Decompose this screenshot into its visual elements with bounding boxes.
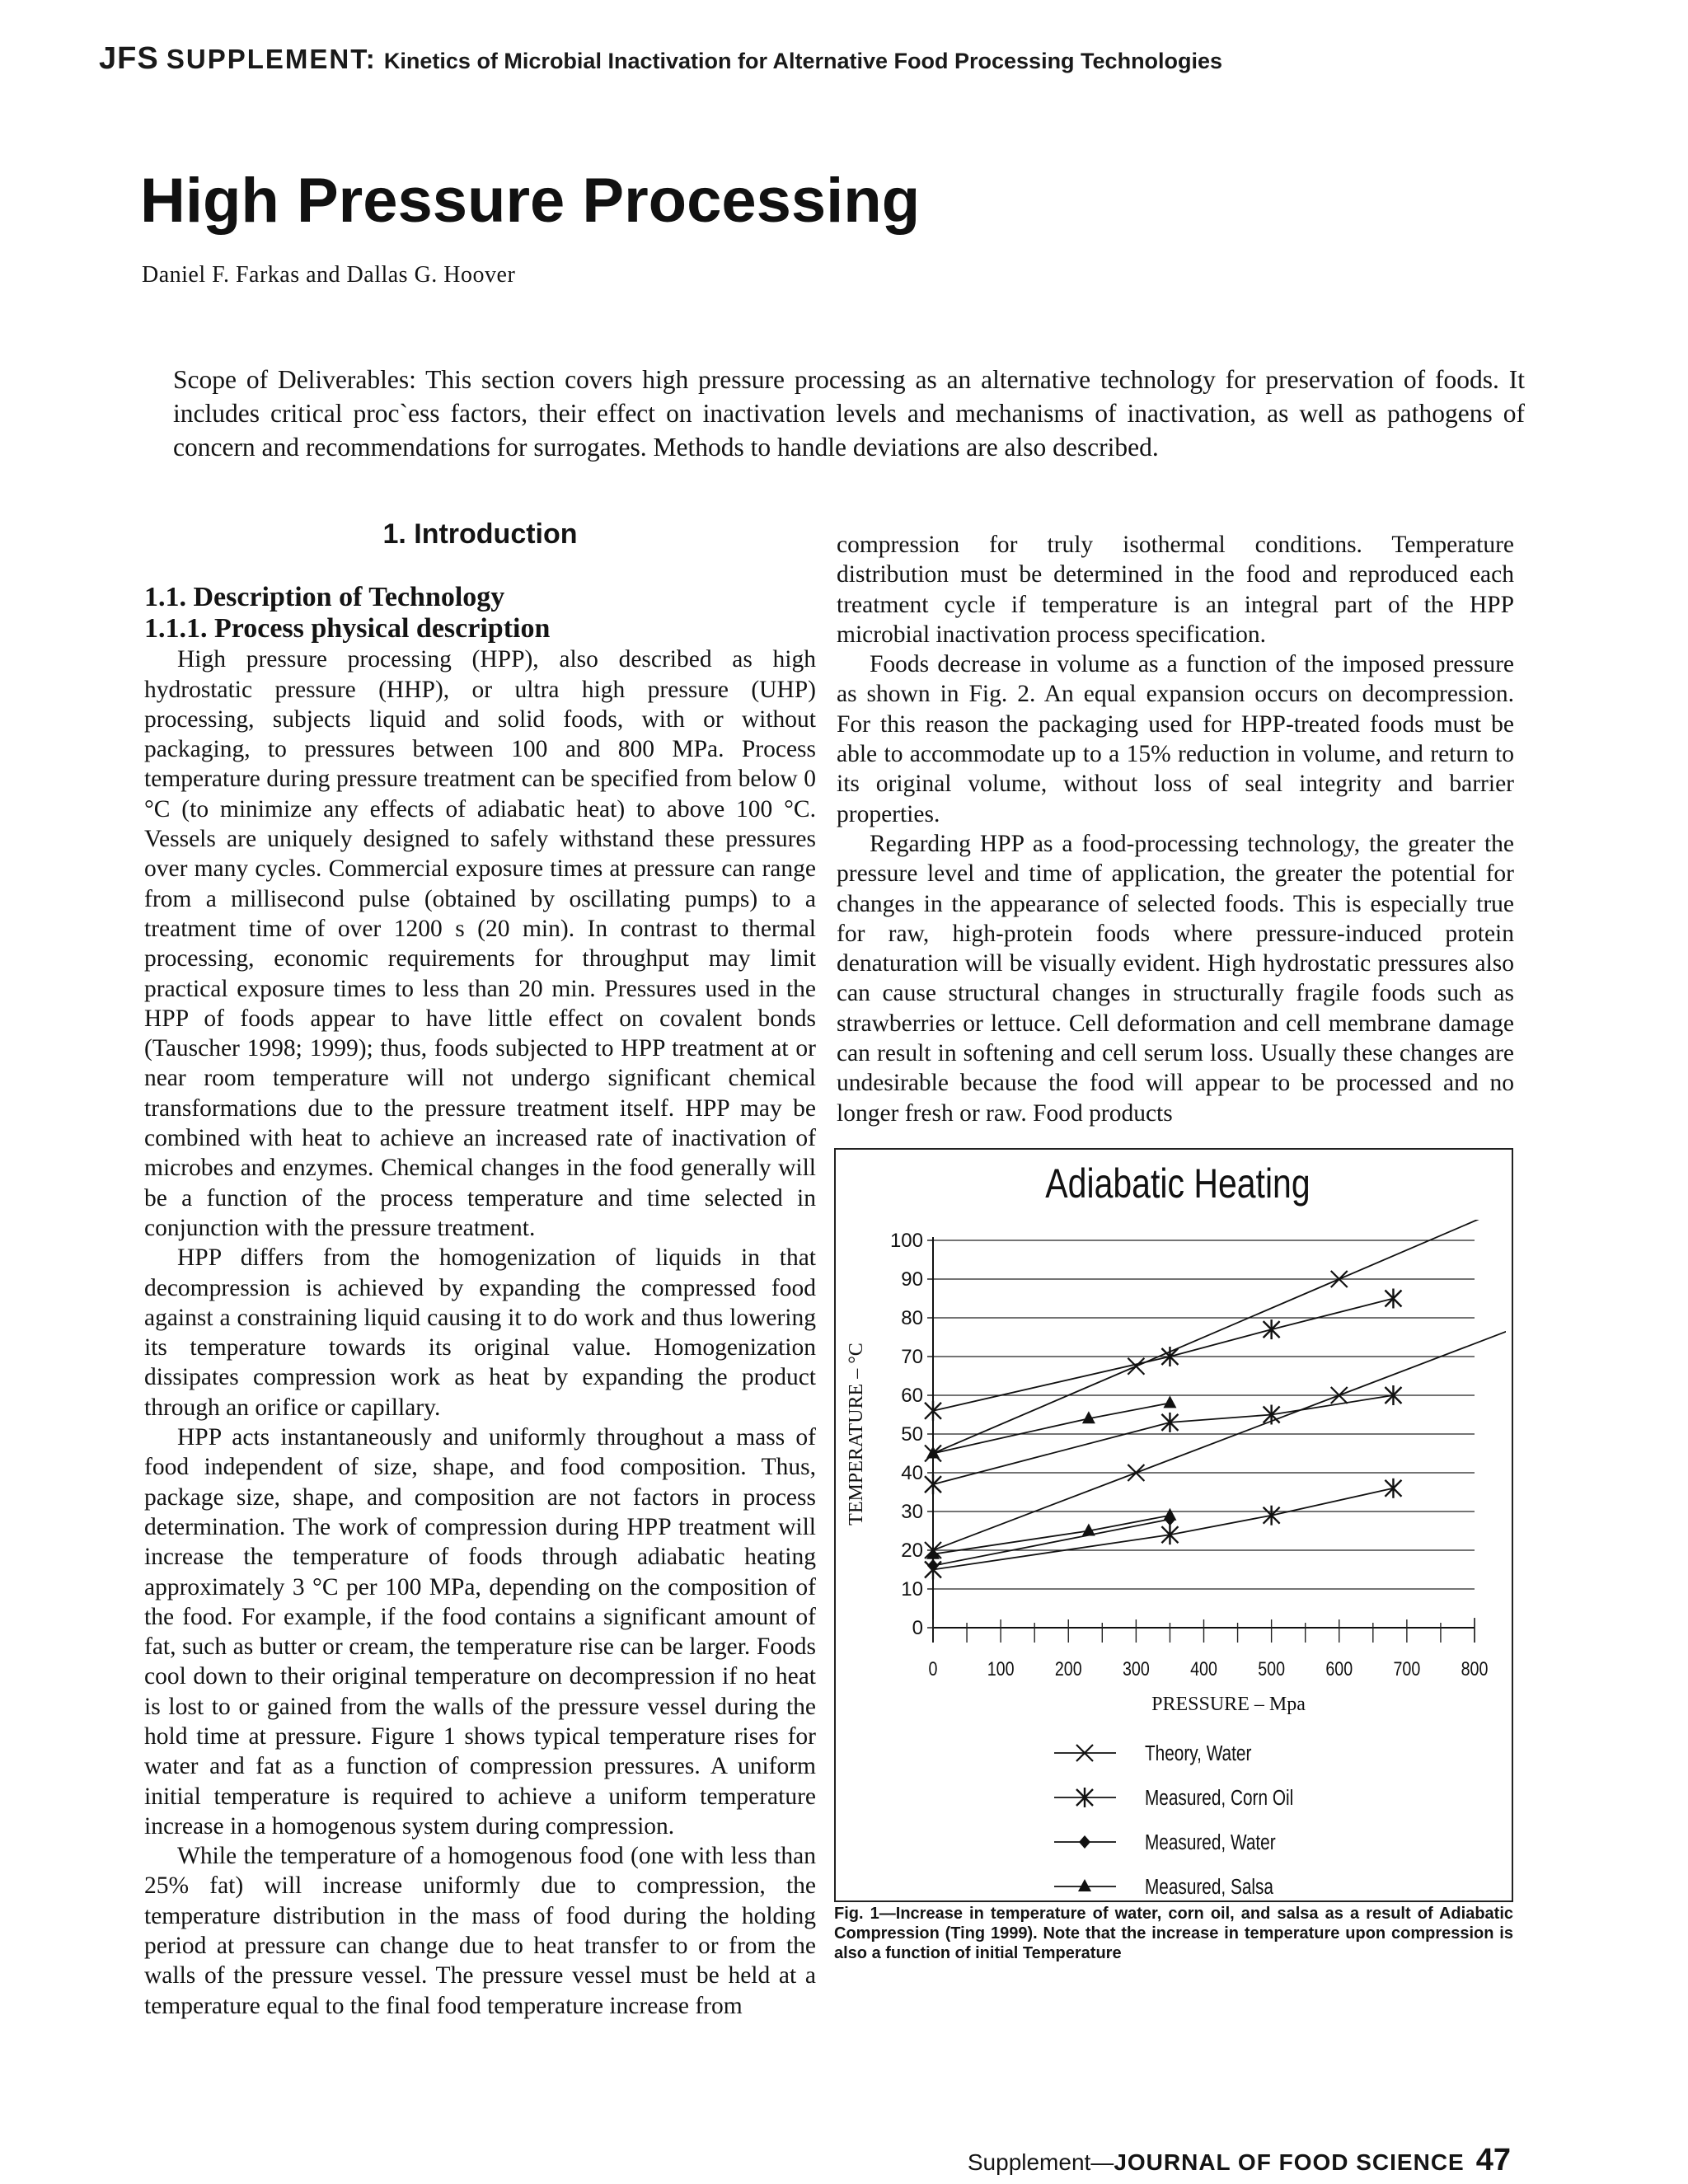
journal-abbr: JFS [99, 41, 159, 76]
subheading-physical-description: 1.1.1. Process physical description [144, 613, 551, 644]
data-point [1161, 1525, 1178, 1544]
article-authors: Daniel F. Farkas and Dallas G. Hoover [142, 262, 516, 288]
data-point [1163, 1508, 1176, 1521]
series-line [933, 1519, 1170, 1565]
y-tick-label: 50 [901, 1423, 923, 1446]
data-point [925, 1401, 941, 1421]
series-line [933, 1395, 1393, 1484]
legend-marker-part [1078, 1879, 1091, 1891]
y-tick-label: 20 [901, 1540, 923, 1562]
x-tick-label: 700 [1393, 1657, 1421, 1680]
subheading-technology: 1.1. Description of Technology [144, 582, 505, 613]
paragraph: HPP differs from the homogenization of liquids in that decompression is achieved by expanding the compressed food against a constraining liquid causing it to do work and thus lowering its temperature towards its original value. Homogenization dissipates compression work as heat by expanding the product through an orifice or capillary. [144, 1244, 816, 1421]
x-tick-label: 800 [1461, 1657, 1489, 1680]
data-point [925, 1474, 941, 1494]
paragraph: While the temperature of a homogenous food (one with less than 25% fat) will increase uniformly due to compression, the temperature distribution in the mass of food during the holding period at pressure can change due to heat transfer to or from the walls of the pressure vessel. The pressure vessel must be held at a temperature equal to the final food temperature increase from [144, 1843, 816, 2019]
y-tick-label: 0 [912, 1617, 923, 1639]
data-point [1264, 1506, 1280, 1526]
paragraph: Foods decrease in volume as a function of the imposed pressure as shown in Fig. 2. An equal expansion occurs on decompression. For this reason the packaging used for HPP-treated foods must be able to accommodate up to a 15% reduction in volume, and return to its original volume, without loss of seal integrity and barrier properties. [837, 651, 1514, 827]
y-tick-label: 30 [901, 1501, 923, 1523]
x-tick-label: 200 [1054, 1657, 1082, 1680]
adiabatic-heating-chart [836, 1150, 1512, 1900]
header-topic: Kinetics of Microbial Inactivation for Alternative Food Processing Technologies [383, 49, 1223, 73]
series-line [933, 1192, 1512, 1453]
x-tick-label: 300 [1122, 1657, 1150, 1680]
series-line [933, 1403, 1170, 1453]
data-point [1264, 1319, 1280, 1339]
y-tick-label: 70 [901, 1346, 923, 1368]
data-point-part [1163, 1395, 1176, 1408]
chart-title: Adiabatic Heating [1045, 1160, 1311, 1207]
running-header [99, 41, 1615, 77]
y-tick-label: 60 [901, 1385, 923, 1407]
x-tick-label: 0 [928, 1657, 938, 1680]
data-point [1163, 1395, 1176, 1408]
data-point [927, 1559, 939, 1572]
section-heading: 1. Introduction [382, 518, 578, 550]
legend-label: Measured, Salsa [1145, 1874, 1273, 1899]
y-tick-label: 100 [889, 1230, 923, 1252]
data-point [1385, 1289, 1401, 1309]
page-footer [968, 2143, 1511, 2178]
article-title: High Pressure Processing [140, 166, 921, 236]
scope-of-deliverables: Scope of Deliverables: This section covers high pressure processing as an alternative technology for preservation of foods. It includes critical proc`ess factors, their effect on inactivation levels and mechanisms of inactivation, as well as pathogens of concern and recommendations for surrogates. Methods to handle deviations are also described. [173, 365, 1525, 462]
y-tick-label: 80 [901, 1307, 923, 1329]
page-number: 47 [1475, 2143, 1511, 2177]
legend-label: Measured, Corn Oil [1145, 1785, 1294, 1810]
x-tick-label: 500 [1258, 1657, 1286, 1680]
data-point-part [1163, 1508, 1176, 1521]
paragraph: Regarding HPP as a food-processing technology, the greater the pressure level and time of application, the greater the potential for changes in the appearance of selected foods. This is especially true for raw, high-protein foods where pressure-induced protein denaturation will be visually evident. High hydrostatic pressures also can cause structural changes in structurally fragile foods such as strawberries or lettuce. Cell deformation and cell membrane damage can result in softening and cell serum loss. Usually these changes are undesirable because the food will appear to be processed and no longer fresh or raw. Food products [837, 830, 1514, 1127]
x-tick-label: 100 [987, 1657, 1015, 1680]
paragraph: compression for truly isothermal conditions. Temperature distribution must be determined in the food and reproduced each treatment cycle if temperature is an integral part of the HPP microbial inactivation process specification. [837, 532, 1514, 648]
left-column [144, 519, 816, 2021]
supplement-label: SUPPLEMENT: [166, 44, 377, 74]
legend-label: Theory, Water [1145, 1741, 1252, 1765]
paragraph: High pressure processing (HPP), also described as high hydrostatic pressure (HHP), or ultra high pressure (UHP) processing, subjects liquid and solid foods, with or without packaging, to pressures between 100 and 800 MPa. Process temperature during pressure treatment can be specified from below 0 °C (to minimize any effects of adiabatic heat) to above 100 °C. Vessels are uniquely designed to safely withstand these pressures over many cycles. Commercial exposure times at pressure can range from a millisecond pulse (obtained by oscillating pumps) to a treatment time of over 1200 s (20 min). In contrast to thermal processing, economic requirements for throughput may limit practical exposure times to less than 20 min. Pressures used in the HPP of foods appear to have little effect on covalent bonds (Tauscher 1998; 1999); thus, foods subjected to HPP treatment at or near room temperature will not undergo significant chemical transformations due to the pressure treatment itself. HPP may be combined with heat to achieve an increased rate of inactivation of microbes and enzymes. Chemical changes in the food generally will be a function of the process temperature and time selected in conjunction with the pressure treatment. [144, 646, 816, 1241]
data-point [1385, 1479, 1401, 1498]
series-line [933, 1516, 1170, 1554]
legend-marker [1078, 1879, 1091, 1891]
y-tick-label: 90 [901, 1268, 923, 1291]
paragraph: HPP acts instantaneously and uniformly throughout a mass of food independent of size, shape, and food composition. Thus, package size, shape, and composition are not factors in process determination. The work of compression during HPP treatment will increase the temperature of foods through adiabatic heating approximately 3 °C per 100 MPa, depending on the composition of the food. For example, if the food contains a significant amount of fat, such as butter or cream, the temperature rise can be larger. Foods cool down to their original temperature on decompression if no heat is lost to or gained from the walls of the pressure vessel during the hold time at pressure. Figure 1 shows typical temperature rises for water and fat as a function of compression pressures. A uniform initial temperature is required to achieve a uniform temperature increase in a homogenous system during compression. [144, 1424, 816, 1840]
right-column [837, 530, 1514, 1128]
legend-marker [1079, 1835, 1090, 1849]
footer-prefix: Supplement— [967, 2149, 1114, 2175]
y-tick-label: 10 [901, 1578, 923, 1601]
y-tick-label: 40 [901, 1462, 923, 1484]
x-tick-label: 600 [1325, 1657, 1353, 1680]
footer-journal: JOURNAL OF FOOD SCIENCE [1114, 2149, 1465, 2175]
x-tick-label: 400 [1190, 1657, 1217, 1680]
x-axis-label: PRESSURE – Mpa [1151, 1694, 1306, 1715]
figure-caption: Fig. 1—Increase in temperature of water, corn oil, and salsa as a result of Adiabatic Compression (Ting 1999). Note that the increase in temperature upon compression is also a function of initial Temperature [834, 1905, 1513, 1962]
data-point-part [927, 1559, 939, 1572]
legend-label: Measured, Water [1145, 1830, 1276, 1854]
legend-marker-part [1079, 1835, 1090, 1849]
y-axis-label: TEMPERATURE – °C [846, 1343, 867, 1526]
figure-1 [834, 1148, 1513, 1902]
